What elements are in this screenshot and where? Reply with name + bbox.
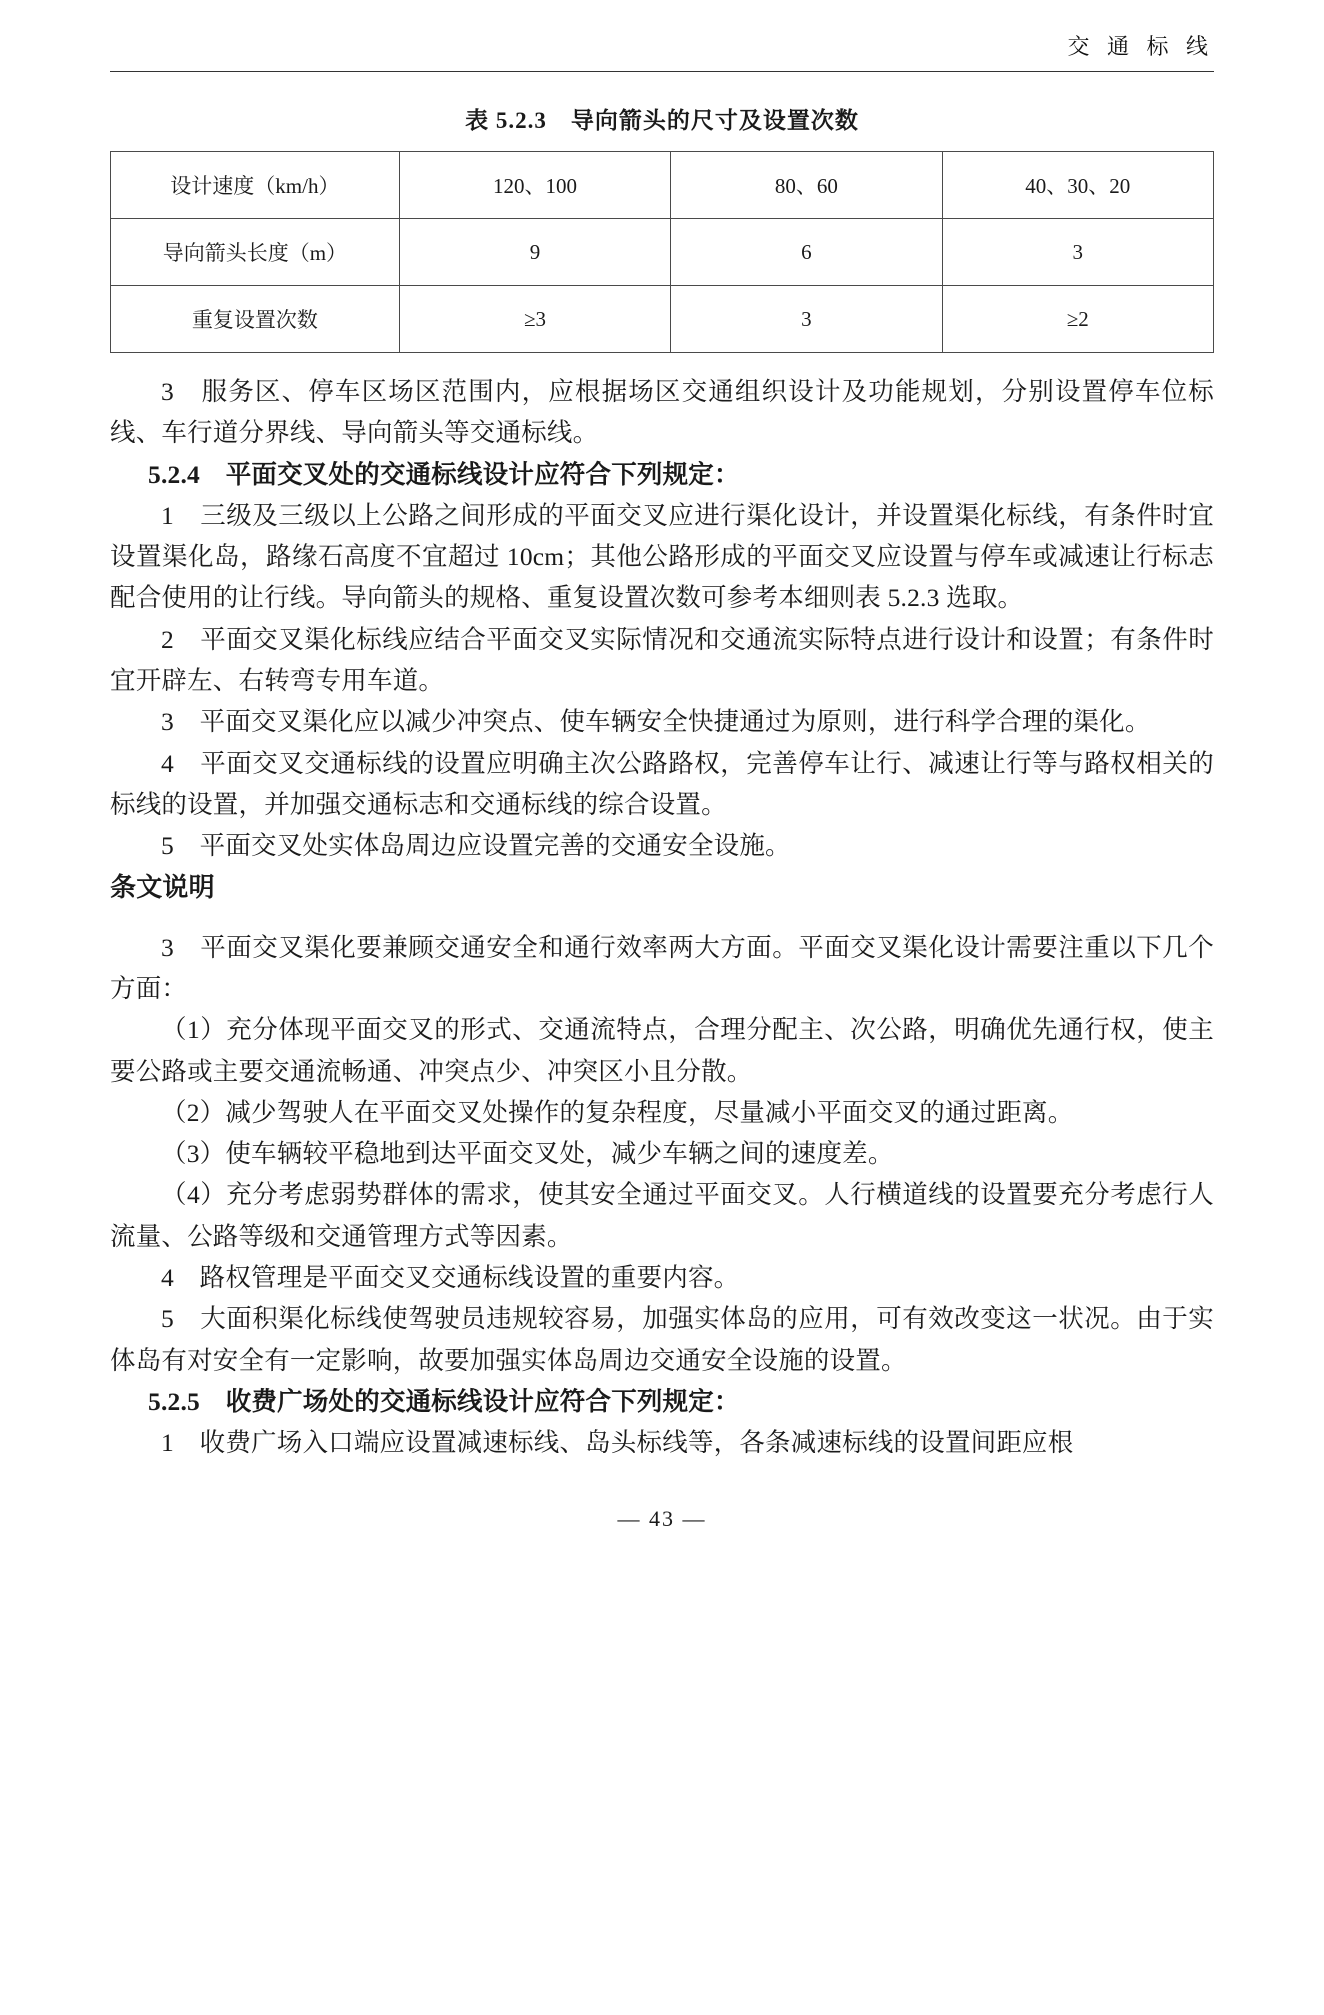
table-cell: ≥3: [399, 286, 670, 353]
clause-5-2-4-item-3: 3 平面交叉渠化应以减少冲突点、使车辆安全快捷通过为原则，进行科学合理的渠化。: [161, 707, 1151, 737]
table-row-label: 导向箭头长度（m）: [111, 219, 400, 286]
clause-5-2-5-item-1: 1 收费广场入口端应设置减速标线、岛头标线等，各条减速标线的设置间距应根: [161, 1428, 1074, 1458]
table-row-label: 重复设置次数: [111, 286, 400, 353]
header-divider: [110, 71, 1214, 72]
running-head: 交 通 标 线: [1067, 34, 1214, 59]
clause-title-5-2-5: 5.2.5 收费广场处的交通标线设计应符合下列规定：: [148, 1386, 740, 1416]
explanation-item-5: 5 大面积渠化标线使驾驶员违规较容易，加强实体岛的应用，可有效改变这一状况。由于实体岛有对安全有一定影响，故要加强实体岛周边交通安全设施的设置。: [110, 1304, 1214, 1375]
explanation-item-3: 3 平面交叉渠化要兼顾交通安全和通行效率两大方面。平面交叉渠化设计需要注重以下几个方面：: [110, 932, 1214, 1003]
table-row: [111, 152, 1214, 219]
table-caption: 表 5.2.3 导向箭头的尺寸及设置次数: [465, 108, 859, 133]
explanation-item-3-1: （1）充分体现平面交叉的形式、交通流特点，合理分配主、次公路，明确优先通行权，使主要公路或主要交通流畅通、冲突点少、冲突区小且分散。: [110, 1015, 1214, 1086]
table-cell: 3: [942, 219, 1213, 286]
table-cell: 80、60: [671, 152, 942, 219]
table-row-label: 设计速度（km/h）: [111, 152, 400, 219]
table-row: [111, 286, 1214, 353]
explanation-heading: 条文说明: [110, 872, 215, 902]
page-number: — 43 —: [617, 1505, 707, 1531]
explanation-item-3-3: （3）使车辆较平稳地到达平面交叉处，减少车辆之间的速度差。: [161, 1139, 894, 1169]
table-cell: 9: [399, 219, 670, 286]
table-cell: 6: [671, 219, 942, 286]
table-cell: ≥2: [942, 286, 1213, 353]
table-row: [111, 219, 1214, 286]
paragraph-item-3: 3 服务区、停车区场区范围内，应根据场区交通组织设计及功能规划，分别设置停车位标线、车行道分界线、导向箭头等交通标线。: [110, 377, 1214, 448]
table-cell: 40、30、20: [942, 152, 1213, 219]
table-cell: 3: [671, 286, 942, 353]
explanation-item-3-4: （4）充分考虑弱势群体的需求，使其安全通过平面交叉。人行横道线的设置要充分考虑行人流量、公路等级和交通管理方式等因素。: [110, 1180, 1214, 1251]
clause-5-2-4-item-1: 1 三级及三级以上公路之间形成的平面交叉应进行渠化设计，并设置渠化标线，有条件时宜设置渠化岛，路缘石高度不宜超过 10cm；其他公路形成的平面交叉应设置与停车或减速让行标志配合使用的让行线。导向箭头的规格、重复设置次数可参考本细则表 5.2.3 选取。: [110, 500, 1214, 613]
clause-5-2-4-item-2: 2 平面交叉渠化标线应结合平面交叉实际情况和交通流实际特点进行设计和设置；有条件时宜开辟左、右转弯专用车道。: [110, 624, 1214, 696]
explanation-item-3-2: （2）减少驾驶人在平面交叉处操作的复杂程度，尽量减小平面交叉的通过距离。: [161, 1097, 1074, 1127]
table-cell: 120、100: [399, 152, 670, 219]
clause-5-2-4-item-4: 4 平面交叉交通标线的设置应明确主次公路路权，完善停车让行、减速让行等与路权相关的标线的设置，并加强交通标志和交通标线的综合设置。: [110, 748, 1214, 819]
explanation-item-4: 4 路权管理是平面交叉交通标线设置的重要内容。: [161, 1263, 740, 1293]
clause-5-2-4-item-5: 5 平面交叉处实体岛周边应设置完善的交通安全设施。: [161, 831, 791, 861]
clause-title-5-2-4: 5.2.4 平面交叉处的交通标线设计应符合下列规定：: [148, 459, 740, 489]
arrow-dimension-table: [110, 151, 1214, 353]
